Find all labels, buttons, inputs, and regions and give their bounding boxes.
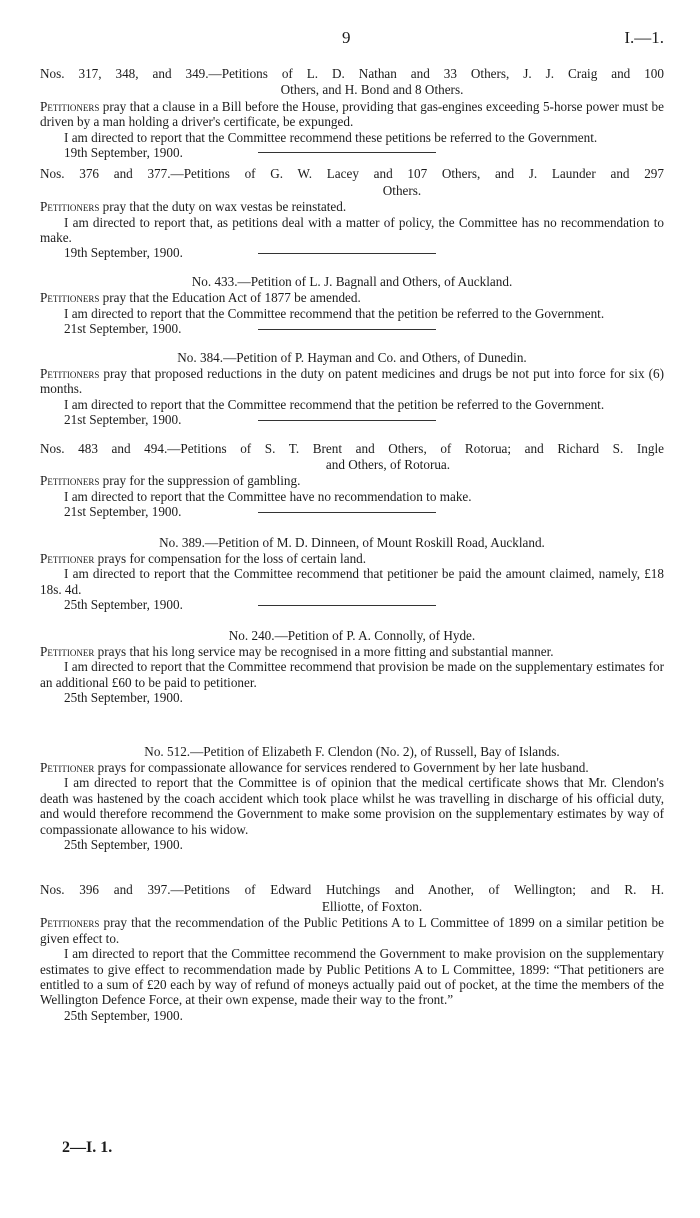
petitions-list — [40, 66, 664, 1023]
prayer-lead: Petitioners — [40, 365, 100, 381]
petition-prayer: pray that the recommendation of the Public Petitions A to L Committee of 1899 on a similar petition be given effect to. — [40, 915, 664, 946]
divider — [258, 420, 436, 421]
report-date: 21st September, 1900. — [64, 412, 182, 428]
petition-heading-cont: Others. — [382, 182, 422, 198]
committee-report: I am directed to report that the Committee recommend these petitions be referred to the Government. — [64, 129, 598, 145]
petition-entry — [40, 349, 664, 428]
petition-entry — [40, 882, 664, 1023]
report-date: 25th September, 1900. — [64, 597, 183, 613]
prayer-lead: Petitioners — [40, 98, 100, 114]
petition-heading: No. 433.—Petition of L. J. Bagnall and Others, of Auckland. — [191, 273, 513, 289]
petition-prayer: prays that his long service may be recognised in a more fitting and substantial manner. — [94, 644, 554, 659]
divider — [258, 329, 436, 330]
petition-prayer: pray that the Education Act of 1877 be amended. — [99, 290, 361, 306]
petition-prayer: prays for compassionate allowance for services rendered to Government by her late husband. — [94, 760, 589, 776]
signature-mark: 2—I. 1. — [62, 1139, 113, 1156]
committee-report: I am directed to report that the Committee is of opinion that the medical certificate shows that Mr. Clendon's death was hastened by the coach accident which took place whilst he was travelling in discharge of his official duty, and would therefore recommend the Government to make some provision on the supplementary estimates by way of compassionate allowance to his widow. — [40, 775, 664, 837]
committee-report: I am directed to report that the Committee recommend that provision be made on the supplementary estimates for an additional £60 to be paid to petitioner. — [40, 659, 664, 690]
petition-heading-cont: Elliotte, of Foxton. — [321, 898, 423, 914]
committee-report: I am directed to report that the Committee recommend that the petition be referred to the Government. — [64, 396, 605, 412]
divider — [258, 512, 436, 513]
committee-report: I am directed to report that the Committee have no recommendation to make. — [64, 488, 472, 504]
petition-heading: Nos. 483 and 494.—Petitions of S. T. Brent and Others, of Rotorua; and Richard S. Ingle — [40, 440, 664, 456]
petition-prayer: pray for the suppression of gambling. — [99, 473, 301, 489]
petition-heading: No. 512.—Petition of Elizabeth F. Clendon (No. 2), of Russell, Bay of Islands. — [144, 743, 560, 759]
petition-heading-cont: Others, and H. Bond and 8 Others. — [280, 82, 464, 98]
prayer-lead: Petitioner — [40, 760, 95, 776]
page-number: 9 — [342, 28, 351, 47]
petition-heading: No. 384.—Petition of P. Hayman and Co. and Others, of Dunedin. — [177, 349, 527, 365]
petition-heading: Nos. 317, 348, and 349.—Petitions of L. D. Nathan and 33 Others, J. J. Craig and 100 — [40, 66, 664, 81]
document-reference: I.—1. — [624, 28, 664, 47]
divider — [258, 152, 436, 153]
petition-heading-cont: and Others, of Rotorua. — [325, 456, 451, 472]
petition-entry — [40, 166, 664, 261]
petition-entry — [40, 534, 664, 613]
prayer-lead: Petitioners — [40, 473, 100, 489]
committee-report: I am directed to report that the Committee recommend the Government to make provision on the supplementary estimates to give effect to recommendation made by Public Petitions A to L Committee, 1899: “That petitioners are entitled to a sum of £20 each by way of refund of moneys actually paid out of pocket, at the time the members of the Wellington Defence Force, at their own expense, made their way to the front.” — [40, 946, 664, 1008]
prayer-lead: Petitioners — [40, 199, 100, 215]
committee-report: I am directed to report that, as petitions deal with a matter of policy, the Committee has no recommendation to make. — [40, 214, 664, 246]
report-date: 25th September, 1900. — [64, 837, 183, 853]
petition-prayer: prays for compensation for the loss of certain land. — [94, 550, 367, 566]
petition-entry — [40, 440, 664, 520]
petition-heading: No. 240.—Petition of P. A. Connolly, of Hyde. — [228, 627, 476, 643]
petition-prayer: pray that the duty on wax vestas be reinstated. — [99, 199, 347, 215]
report-date: 25th September, 1900. — [64, 1007, 183, 1023]
prayer-lead: Petitioners — [40, 290, 100, 306]
report-date: 25th September, 1900. — [64, 690, 183, 706]
divider — [258, 253, 436, 254]
report-date: 19th September, 1900. — [64, 145, 183, 161]
petition-prayer: pray that proposed reductions in the duty on patent medicines and drugs be not put into force for six (6) months. — [40, 365, 664, 397]
prayer-lead: Petitioners — [40, 915, 100, 931]
petition-prayer: pray that a clause in a Bill before the House, providing that gas-engines exceeding 5-horse power must be driven by a man holding a driver's certificate, be expunged. — [40, 98, 664, 130]
prayer-lead: Petitioner — [40, 644, 95, 659]
petition-entry — [40, 744, 664, 853]
committee-report: I am directed to report that the Committee recommend that the petition be referred to the Government. — [64, 305, 605, 321]
report-date: 21st September, 1900. — [64, 504, 182, 520]
petition-entry — [40, 628, 664, 706]
prayer-lead: Petitioner — [40, 550, 95, 566]
petition-heading: Nos. 376 and 377.—Petitions of G. W. Lacey and 107 Others, and J. Launder and 297 — [40, 166, 664, 182]
petition-heading: Nos. 396 and 397.—Petitions of Edward Hutchings and Another, of Wellington; and R. H. — [40, 882, 664, 898]
report-date: 21st September, 1900. — [64, 321, 182, 337]
committee-report: I am directed to report that the Committee recommend that petitioner be paid the amount claimed, namely, £18 18s. 4d. — [40, 566, 664, 597]
divider — [258, 605, 436, 606]
petition-heading: No. 389.—Petition of M. D. Dinneen, of Mount Roskill Road, Auckland. — [159, 534, 545, 550]
petition-entry — [40, 273, 664, 337]
petition-entry — [40, 66, 664, 161]
report-date: 19th September, 1900. — [64, 245, 183, 261]
